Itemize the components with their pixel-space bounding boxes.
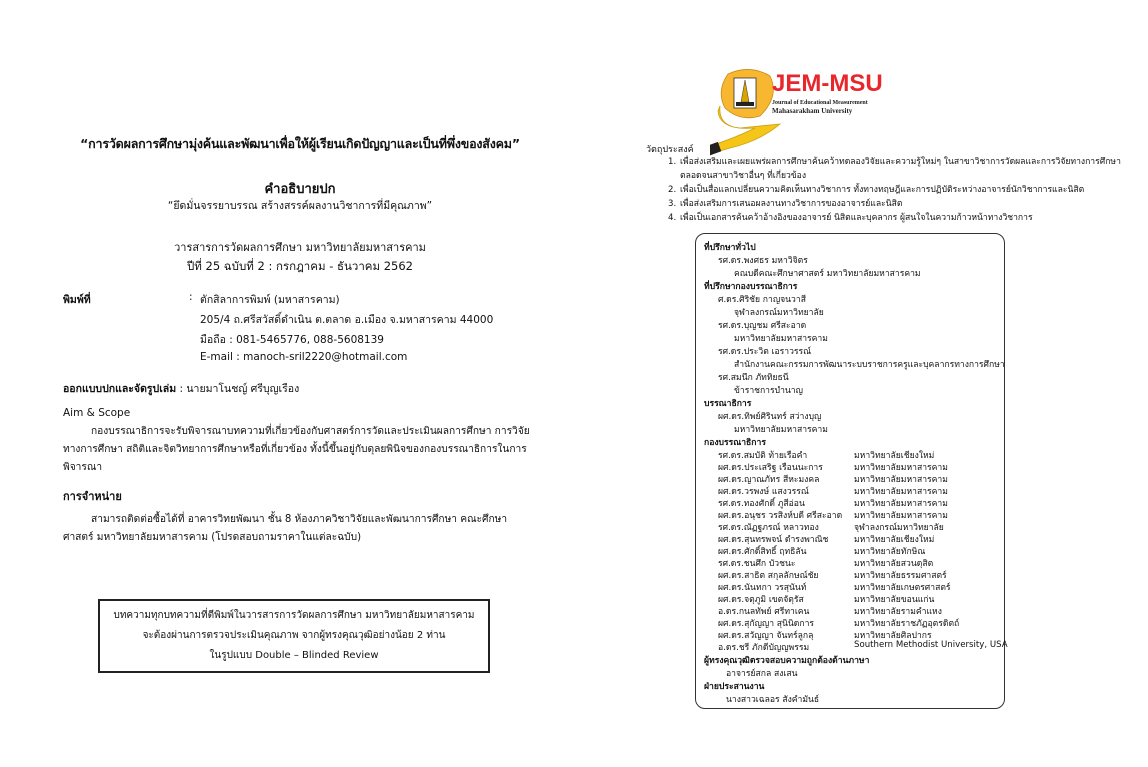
member-affiliation: มหาวิทยาลัยธรรมศาสตร์: [854, 571, 947, 581]
section-heading: บรรณาธิการ: [704, 399, 752, 409]
distribution-heading: การจำหน่าย: [63, 490, 122, 503]
member-affiliation: มหาวิทยาลัยมหาสารคาม: [854, 499, 948, 509]
section-heading: ผู้ทรงคุณวุฒิตรวจสอบความถูกต้องด้านภาษา: [704, 656, 870, 666]
jem-msu-logo: [710, 66, 890, 156]
printer-label: พิมพ์ที่: [63, 294, 91, 306]
objective-text: เพื่อเป็นเอกสารค้นคว้าอ้างอิงของอาจารย์ นิสิตและบุคลากร ผู้สนใจในความก้าวหน้าทางวิชาการ: [680, 213, 1033, 223]
logo-subtitle-journal: Journal of Educational Measurement: [772, 100, 868, 106]
member-affiliation: มหาวิทยาลัยเกษตรศาสตร์: [854, 583, 951, 593]
aim-scope-text: กองบรรณาธิการจะรับพิจารณาบทความที่เกี่ยวข้องกับศาสตร์การวัดและประเมินผลการศึกษา การวิจัยทางการศึกษา สถิติและจิตวิทยาการศึกษาหรือที่เกี่ยวข้อง ทั้งนี้ขึ้นอยู่กับดุลยพินิจของกองบรรณาธิการในการพิจารณา: [63, 426, 530, 473]
member-affiliation: จุฬาลงกรณ์มหาวิทยาลัย: [734, 308, 824, 318]
logo-subtitle-university: Mahasarakham University: [772, 107, 853, 115]
member-name: ผศ.ดร.วรพงษ์ แสงวรรณ์: [718, 487, 809, 497]
member-name: ผศ.ดร.สุนทรพจน์ ดำรงพาณิช: [718, 535, 829, 545]
main-title: “การวัดผลการศึกษามุ่งค้นและพัฒนาเพื่อให้ผู้เรียนเกิดปัญญาและเป็นที่พึ่งของสังคม”: [80, 136, 520, 151]
member-affiliation: Southern Methodist University, USA: [854, 640, 1008, 650]
member-affiliation: สำนักงานคณะกรรมการพัฒนาระบบราชการครูและบุคลากรทางการศึกษา: [734, 360, 1005, 370]
objective-number: 1.: [668, 157, 677, 167]
member-affiliation: ข้าราชการบำนาญ: [734, 386, 803, 396]
aim-scope-heading: Aim & Scope: [63, 407, 131, 419]
member-affiliation: คณบดีคณะศึกษาศาสตร์ มหาวิทยาลัยมหาสารคาม: [734, 269, 921, 279]
member-name: รศ.ดร.สมบัติ ท้ายเรือคำ: [718, 451, 808, 461]
objectives-heading: วัตถุประสงค์: [646, 145, 694, 155]
objective-text: เพื่อส่งเสริมการเสนอผลงานทางวิชาการของอาจารย์และนิสิต: [680, 199, 903, 209]
objective-number: 4.: [668, 213, 677, 223]
member-name: อ.ดร.กนลทัพย์ ศรีทาเคน: [718, 607, 810, 617]
cover-subtitle: “ยึดมั่นจรรยาบรรณ สร้างสรรค์ผลงานวิชาการที่มีคุณภาพ”: [167, 200, 433, 212]
distribution-text: สามารถติดต่อซื้อได้ที่ อาคารวิทยพัฒนา ชั้น 8 ห้องภาควิชาวิจัยและพัฒนาการศึกษา คณะศึกษาศาสตร์ มหาวิทยาลัยมหาสารคาม (โปรดสอบถามราคาในแต่ละฉบับ): [63, 514, 508, 543]
member-name: ผศ.ดร.อนุชร วรสิงห์บดี ศรีสะอาด: [718, 511, 843, 521]
review-notice-line: ในรูปแบบ Double – Blinded Review: [209, 650, 379, 661]
member-name: รศ.ดร.บุญชม ศรีสะอาด: [718, 321, 807, 331]
member-name: รศ.ดร.พงศธร มหาวิจิตร: [718, 256, 808, 266]
member-affiliation: มหาวิทยาลัยเชียงใหม่: [854, 451, 935, 461]
objective-item: [668, 197, 1038, 211]
member-affiliation: มหาวิทยาลัยรามคำแหง: [854, 607, 942, 617]
objective-text: เพื่อเป็นสื่อแลกเปลี่ยนความคิดเห็นทางวิชาการ ทั้งทางทฤษฎีและการปฏิบัติระหว่างอาจารย์นักวิชาการและนิสิต: [680, 185, 1085, 195]
member-name: ผศ.ดร.นันทกา วรสุนันท์: [718, 583, 807, 593]
objective-number: 2.: [668, 185, 677, 195]
member-name: ผศ.ดร.สาธิต สกุลลักษณ์ชัย: [718, 571, 819, 581]
member-name: อ.ดร.ชรี ภักดีบัญญพรรม: [718, 643, 810, 653]
section-heading: ที่ปรึกษาทั่วไป: [704, 243, 756, 253]
member-name: รศ.ดร.ชนศึก บัวชนะ: [718, 559, 796, 569]
objective-text-continued: ตลอดจนสาขาวิชาอื่นๆ ที่เกี่ยวข้อง: [680, 171, 807, 181]
member-name: ศ.ดร.ศิริชัย กาญจนวาสี: [718, 295, 806, 305]
member-affiliation: มหาวิทยาลัยศิลปากร: [854, 631, 932, 641]
printer-name: ตักสิลาการพิมพ์ (มหาสารคาม): [200, 294, 340, 306]
objective-text: เพื่อส่งเสริมและเผยแพร่ผลการศึกษาค้นคว้าทดลองวิจัยและความรู้ใหม่ๆ ในสาขาวิชาการวัดผลและการวิจัยทางการศึกษา: [680, 157, 1121, 167]
issue-info: ปีที่ 25 ฉบับที่ 2 : กรกฎาคม - ธันวาคม 2562: [186, 259, 413, 273]
member-name: ผศ.ดร.สุกัญญา สุนินิดการ: [718, 619, 815, 629]
journal-name: วารสารการวัดผลการศึกษา มหาวิทยาลัยมหาสารคาม: [174, 241, 426, 254]
review-notice-box: [98, 599, 490, 673]
member-name: รศ.ดร.ประวิต เอราวรรณ์: [718, 347, 812, 357]
section-heading: ที่ปรึกษากองบรรณาธิการ: [704, 282, 798, 292]
member-affiliation: มหาวิทยาลัยมหาสารคาม: [734, 425, 828, 435]
objective-item: [668, 155, 1121, 183]
member-affiliation: มหาวิทยาลัยมหาสารคาม: [854, 463, 948, 473]
member-affiliation: จุฬาลงกรณ์มหาวิทยาลัย: [854, 523, 944, 533]
designer-label: ออกแบบปกและจัดรูปเล่ม: [63, 383, 177, 395]
member-name: รศ.ดร.ณัฏฐภรณ์ หลาวทอง: [718, 523, 819, 533]
member-affiliation: มหาวิทยาลัยเชียงใหม่: [854, 535, 935, 545]
designer-info: [63, 380, 299, 397]
printer-colon: :: [189, 291, 193, 303]
review-notice-line: จะต้องผ่านการตรวจประเมินคุณภาพ จากผู้ทรงคุณวุฒิอย่างน้อย 2 ท่าน: [142, 630, 446, 641]
member-name: รศ.สมนึก ภัททิยธนี: [718, 373, 789, 383]
objective-number: 3.: [668, 199, 677, 209]
member-name: ผศ.ดร.จตุภูมิ เขตจัตุรัส: [718, 595, 804, 605]
member-affiliation: มหาวิทยาลัยราชภัฏอุตรดิตถ์: [854, 619, 960, 629]
objective-item: [668, 183, 1085, 197]
member-affiliation: มหาวิทยาลัยมหาสารคาม: [854, 475, 948, 485]
section-heading: ฝ่ายประสานงาน: [704, 682, 765, 692]
member-affiliation: มหาวิทยาลัยมหาสารคาม: [734, 334, 828, 344]
editorial-board-box: [695, 233, 1008, 709]
member-name: ผศ.ดร.ประเสริฐ เรือนนะการ: [718, 463, 823, 473]
cover-heading: คำอธิบายปก: [264, 182, 336, 197]
member-name: ผศ.ดร.ทิพย์ศิรินทร์ สว่างบุญ: [718, 412, 822, 422]
member-affiliation: มหาวิทยาลัยทักษิณ: [854, 547, 926, 557]
member-affiliation: มหาวิทยาลัยมหาสารคาม: [854, 511, 948, 521]
objectives-list: [668, 155, 1121, 225]
member-name: นางสาวเฉลอร สังคำมันธ์: [726, 695, 820, 705]
printer-email: E-mail : manoch-sril2220@hotmail.com: [200, 351, 408, 363]
printer-address: 205/4 ถ.ศรีสวัสดิ์ดำเนิน ต.ตลาด อ.เมือง จ.มหาสารคาม 44000: [200, 314, 494, 326]
logo-title: JEM-MSU: [772, 70, 883, 97]
printer-phone: มือถือ : 081-5465776, 088-5608139: [200, 334, 384, 346]
member-name: ผศ.ดร.ศักดิ์สิทธิ์ ฤทธิลัน: [718, 547, 807, 557]
member-name: ผศ.ดร.สวัญญา จันทร์ลูกลุ: [718, 631, 814, 641]
member-name: ผศ.ดร.ญาณภัทร สีหะมงคล: [718, 475, 820, 485]
objective-item: [668, 211, 1038, 225]
member-name: อาจารย์สกล สงเสน: [726, 669, 798, 679]
member-name: รศ.ดร.ทองศักดิ์ ภูสีอ่อน: [718, 499, 805, 509]
section-heading: กองบรรณาธิการ: [704, 438, 766, 448]
designer-value: : นายมาโนชญ์ ศรีบุญเรือง: [176, 383, 300, 395]
member-affiliation: มหาวิทยาลัยมหาสารคาม: [854, 487, 948, 497]
member-affiliation: มหาวิทยาลัยขอนแก่น: [854, 595, 935, 605]
member-affiliation: มหาวิทยาลัยสวนดุสิต: [854, 559, 934, 569]
review-notice-line: บทความทุกบทความที่ตีพิมพ์ในวารสารการวัดผลการศึกษา มหาวิทยาลัยมหาสารคาม: [113, 610, 475, 621]
